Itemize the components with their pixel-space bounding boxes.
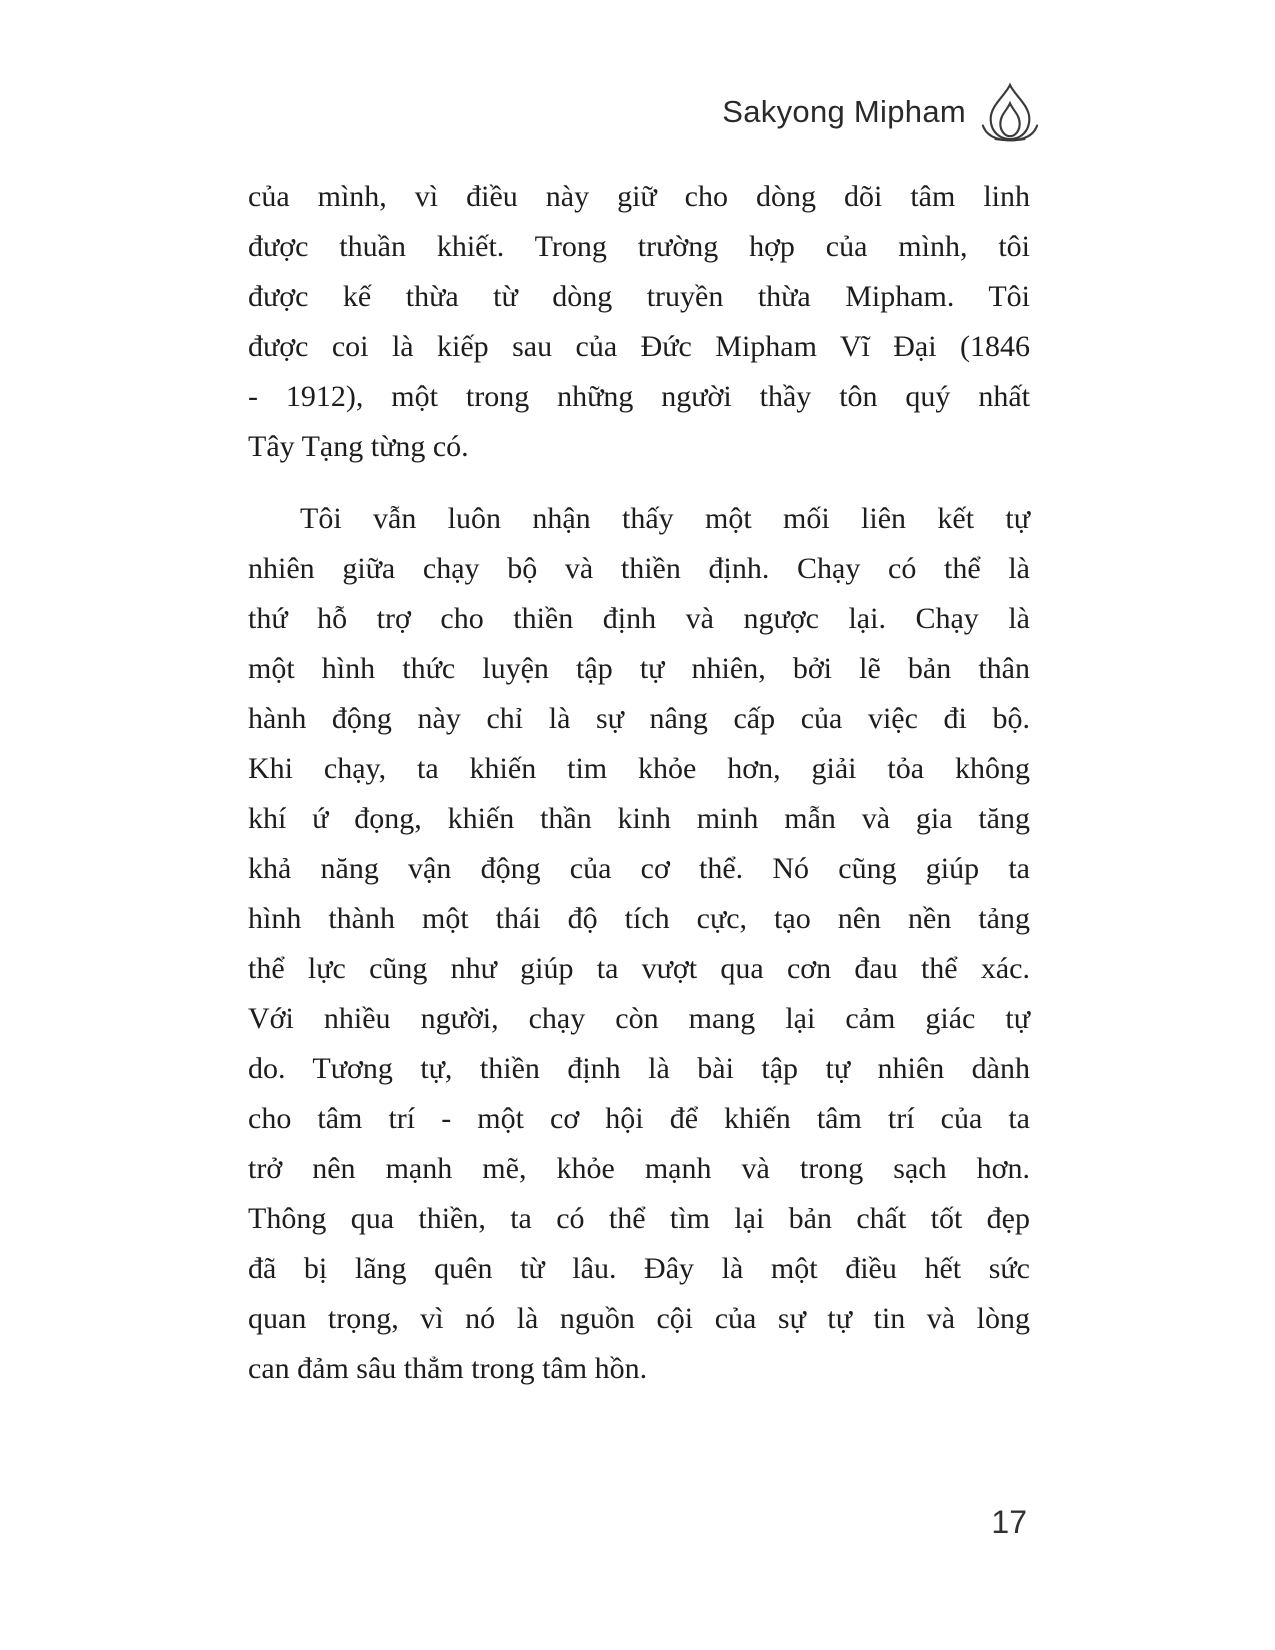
text-line: do. Tương tự, thiền định là bài tập tự nhiên dành — [248, 1052, 1030, 1085]
text-line: một hình thức luyện tập tự nhiên, bởi lẽ bản thân — [248, 652, 1030, 685]
text-line: thứ hỗ trợ cho thiền định và ngược lại. Chạy là — [248, 602, 1030, 635]
text-line: hình thành một thái độ tích cực, tạo nên nền tảng — [248, 902, 1030, 935]
text-line: Tây Tạng từng có. — [248, 430, 469, 463]
text-line: của mình, vì điều này giữ cho dòng dõi tâm linh — [248, 180, 1030, 213]
text-line: Khi chạy, ta khiến tim khỏe hơn, giải tỏa không — [248, 752, 1030, 785]
text-line: thể lực cũng như giúp ta vượt qua cơn đau thể xác. — [248, 952, 1030, 985]
page-header — [722, 82, 1039, 144]
text-line: nhiên giữa chạy bộ và thiền định. Chạy có thể là — [248, 552, 1030, 585]
text-line: - 1912), một trong những người thầy tôn quý nhất — [248, 380, 1030, 413]
text-line: trở nên mạnh mẽ, khỏe mạnh và trong sạch hơn. — [248, 1152, 1030, 1185]
text-line: Với nhiều người, chạy còn mang lại cảm giác tự — [248, 1002, 1030, 1035]
page-body — [248, 172, 1030, 1394]
text-line: đã bị lãng quên từ lâu. Đây là một điều hết sức — [248, 1252, 1030, 1285]
text-line: được kế thừa từ dòng truyền thừa Mipham. Tôi — [248, 280, 1030, 313]
text-line: khí ứ đọng, khiến thần kinh minh mẫn và gia tăng — [248, 802, 1030, 835]
text-line: Thông qua thiền, ta có thể tìm lại bản chất tốt đẹp — [248, 1202, 1030, 1235]
text-line: cho tâm trí - một cơ hội để khiến tâm trí của ta — [248, 1102, 1030, 1135]
author-name: Sakyong Mipham — [722, 93, 966, 129]
text-line: can đảm sâu thẳm trong tâm hồn. — [248, 1352, 648, 1385]
text-line: được thuần khiết. Trong trường hợp của mình, tôi — [248, 230, 1030, 263]
page-number: 17 — [991, 1504, 1027, 1540]
paragraph — [248, 494, 1030, 1394]
text-line: quan trọng, vì nó là nguồn cội của sự tự tin và lòng — [248, 1302, 1030, 1335]
lotus-icon — [981, 82, 1039, 144]
paragraph — [248, 172, 1030, 472]
text-line: Tôi vẫn luôn nhận thấy một mối liên kết tự — [300, 502, 1030, 535]
text-line: được coi là kiếp sau của Đức Mipham Vĩ Đại (1846 — [248, 330, 1030, 363]
text-line: khả năng vận động của cơ thể. Nó cũng giúp ta — [248, 852, 1030, 885]
text-line: hành động này chỉ là sự nâng cấp của việc đi bộ. — [248, 702, 1030, 735]
